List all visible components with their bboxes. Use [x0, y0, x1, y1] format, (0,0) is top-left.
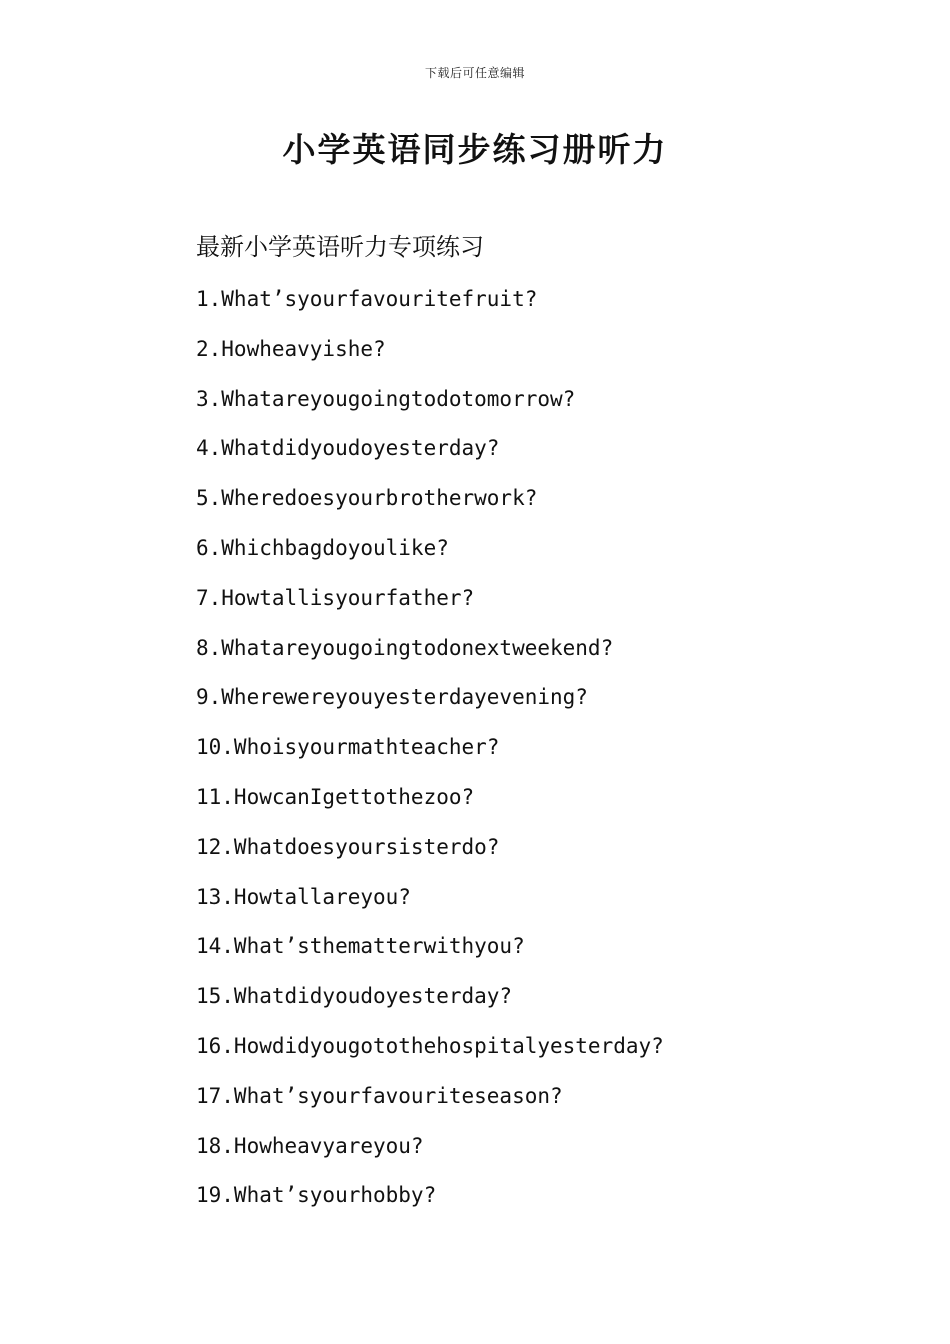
section-heading: 最新小学英语听力专项练习: [196, 233, 484, 261]
question-item: 14.What’sthematterwithyou?: [196, 934, 525, 959]
question-list: [196, 282, 664, 1228]
question-item: 18.Howheavyareyou?: [196, 1133, 424, 1158]
question-item: 3.Whatareyougoingtodotomorrow?: [196, 386, 576, 411]
question-item: 10.Whoisyourmathteacher?: [196, 735, 500, 760]
question-item: 12.Whatdoesyoursisterdo?: [196, 834, 500, 859]
question-item: 6.Whichbagdoyoulike?: [196, 535, 449, 560]
question-item: 16.Howdidyougotothehospitalyesterday?: [196, 1033, 664, 1058]
question-item: 5.Wheredoesyourbrotherwork?: [196, 486, 538, 511]
question-item: 4.Whatdidyoudoyesterday?: [196, 436, 500, 461]
page-header-note: 下载后可任意编辑: [424, 66, 525, 80]
question-item: 17.What’syourfavouriteseason?: [196, 1083, 563, 1108]
question-item: 19.What’syourhobby?: [196, 1183, 437, 1208]
question-item: 13.Howtallareyou?: [196, 884, 411, 909]
question-item: 9.Wherewereyouyesterdayevening?: [196, 685, 588, 710]
question-item: 11.HowcanIgettothezoo?: [196, 784, 475, 809]
document-title: 小学英语同步练习册听力: [282, 130, 668, 169]
question-item: 2.Howheavyishe?: [196, 336, 386, 361]
question-item: 1.What’syourfavouritefruit?: [196, 287, 538, 311]
question-item: 7.Howtallisyourfather?: [196, 585, 475, 610]
question-item: 15.Whatdidyoudoyesterday?: [196, 984, 513, 1009]
question-item: 8.Whatareyougoingtodonextweekend?: [196, 635, 614, 660]
